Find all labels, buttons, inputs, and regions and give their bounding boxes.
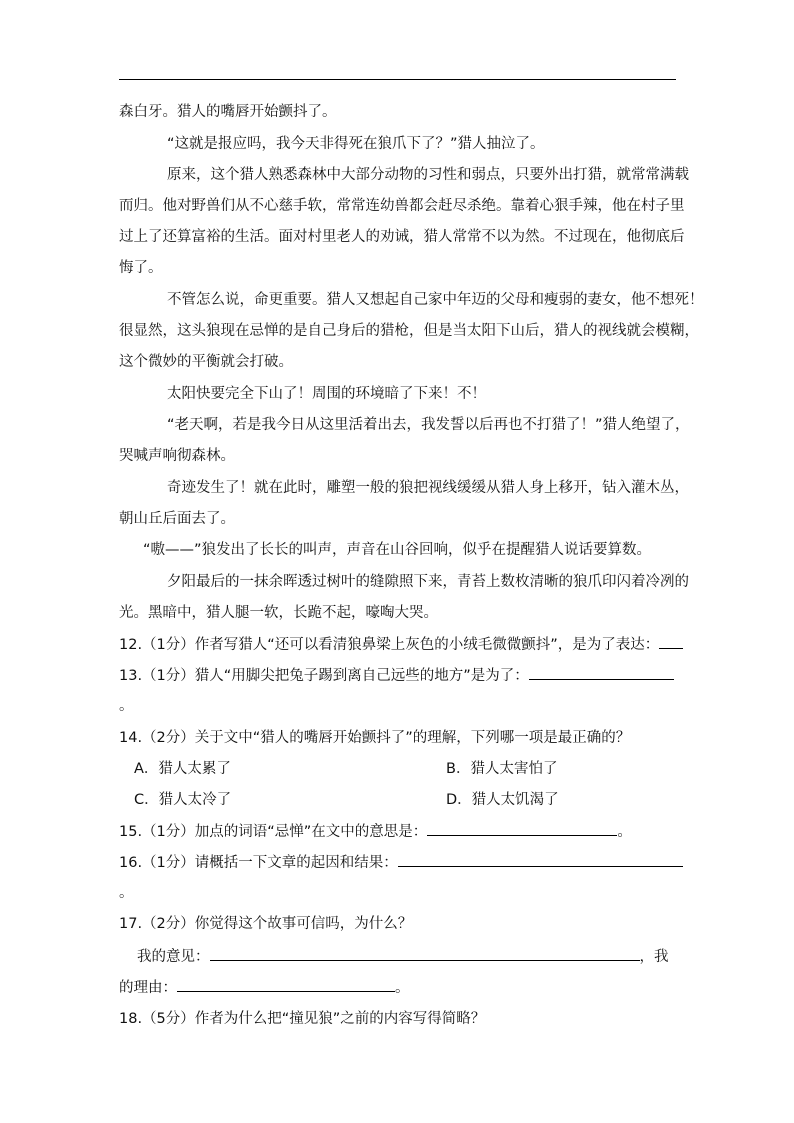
option-a[interactable]: A．猎人太累了 <box>134 761 231 777</box>
story-line: 光。黑暗中，猎人腿一软，长跪不起，嚎啕大哭。 <box>119 605 438 621</box>
story-line: 哭喊声响彻森林。 <box>119 448 235 464</box>
option-b[interactable]: B．猎人太害怕了 <box>446 761 558 777</box>
question-18-text: 18.（5分）作者为什么把“撞见狼”之前的内容写得简略？ <box>119 1011 486 1027</box>
question-17-text: 17.（2分）你觉得这个故事可信吗，为什么？ <box>119 916 413 932</box>
story-line: 过上了还算富裕的生活。面对村里老人的劝诫，猎人常常不以为然。不过现在，他彻底后 <box>119 229 685 245</box>
answer-blank-12[interactable] <box>659 634 683 649</box>
story-line: “这就是报应吗，我今天非得死在狼爪下了？”猎人抽泣了。 <box>167 136 545 152</box>
question-12-text: 12.（1分）作者写猎人“还可以看清狼鼻梁上灰色的小绒毛微微颤抖”，是为了表达： <box>119 637 660 653</box>
story-line: 悔了。 <box>119 260 163 276</box>
opinion-blank[interactable] <box>210 946 640 961</box>
question-16-text: 16.（1分）请概括一下文章的起因和结果： <box>119 855 398 871</box>
question-15-end: 。 <box>617 824 632 840</box>
reason-end: 。 <box>395 980 410 996</box>
story-line: 不管怎么说，命更重要。猎人又想起自己家中年迈的父母和瘦弱的妻女，他不想死！ <box>167 292 704 308</box>
story-line: 原来，这个猎人熟悉森林中大部分动物的习性和弱点，只要外出打猎，就常常满载 <box>167 167 689 183</box>
story-line: “老天啊，若是我今日从这里活着出去，我发誓以后再也不打猎了！”猎人绝望了， <box>167 417 690 433</box>
question-17-opinion <box>137 946 669 967</box>
story-line: 太阳快要完全下山了！周围的环境暗了下来！不！ <box>167 386 486 402</box>
question-12 <box>119 634 683 655</box>
question-13-text: 13.（1分）猎人“用脚尖把兔子踢到离自己远些的地方”是为了： <box>119 668 529 684</box>
story-line: 夕阳最后的一抹余晖透过树叶的缝隙照下来，青苔上数枚清晰的狼爪印闪着冷冽的 <box>167 574 689 590</box>
story-line: “嗷——”狼发出了长长的叫声，声音在山谷回响，似乎在提醒猎人说话要算数。 <box>143 542 652 558</box>
answer-blank-15[interactable] <box>427 821 617 836</box>
opinion-label: 我的意见： <box>137 949 210 965</box>
story-line: 这个微妙的平衡就会打破。 <box>119 354 293 370</box>
question-13-end: 。 <box>119 698 134 714</box>
story-line: 而归。他对野兽们从不心慈手软，常常连幼兽都会赶尽杀绝。靠着心狠手辣，他在村子里 <box>119 198 685 214</box>
opinion-tail: ，我 <box>639 949 669 965</box>
reason-label: 的理由： <box>119 980 177 996</box>
question-17-reason <box>119 977 410 998</box>
story-line: 朝山丘后面去了。 <box>119 511 235 527</box>
question-13 <box>119 665 674 686</box>
question-15-text: 15.（1分）加点的词语“忌惮”在文中的意思是： <box>119 824 428 840</box>
story-line: 奇迹发生了！就在此时，雕塑一般的狼把视线缓缓从猎人身上移开，钻入灌木丛， <box>167 480 689 496</box>
question-14-text: 14.（2分）关于文中“猎人的嘴唇开始颤抖了”的理解，下列哪一项是最正确的？ <box>119 730 631 746</box>
reason-blank[interactable] <box>177 977 395 992</box>
answer-blank-16[interactable] <box>398 852 683 867</box>
story-line: 很显然，这头狼现在忌惮的是自己身后的猎枪，但是当太阳下山后，猎人的视线就会模糊， <box>119 323 699 339</box>
option-c[interactable]: C．猎人太冷了 <box>134 792 232 808</box>
question-16 <box>119 852 683 873</box>
question-16-end: 。 <box>119 885 134 901</box>
answer-blank-13[interactable] <box>529 665 674 680</box>
option-d[interactable]: D．猎人太饥渴了 <box>446 792 559 808</box>
story-line: 森白牙。猎人的嘴唇开始颤抖了。 <box>119 104 337 120</box>
question-15 <box>119 821 632 842</box>
header-rule <box>119 79 676 80</box>
